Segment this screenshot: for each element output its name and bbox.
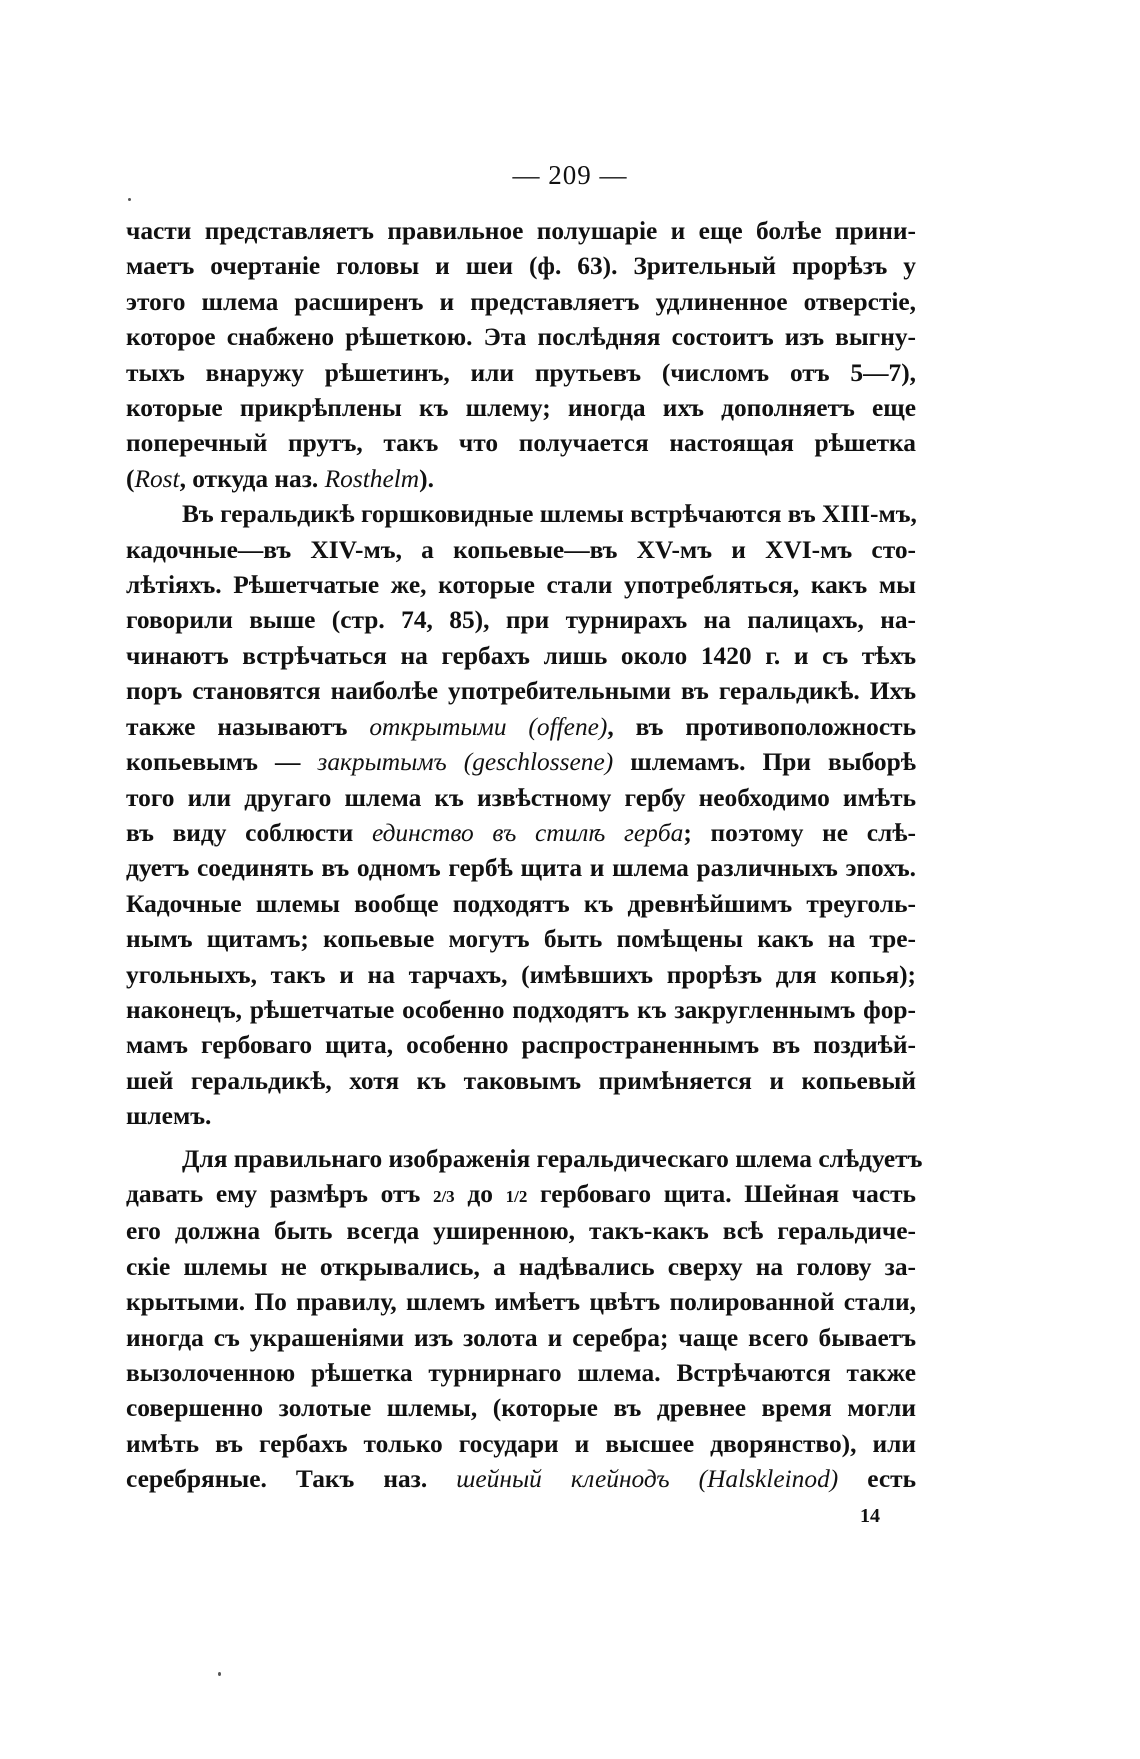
text-line: угольныхъ, такъ и на тарчахъ, (имѣвшихъ прорѣзъ для копья); [126,960,916,989]
text-line: которое снабжено рѣшеткою. Эта послѣдняя состоитъ изъ выгну- [126,323,916,352]
text-line: поръ становятся наиболѣе употребительными въ геральдикѣ. Ихъ [126,677,916,706]
text-line: тыхъ внаружу рѣшетинъ, или прутьевъ (числомъ отъ 5—7), [126,358,916,387]
text-line: части представляетъ правильное полушаріе и еще болѣе прини- [126,217,916,245]
paragraph-first-line: Для правильнаго изображенія геральдическаго шлема слѣдуетъ [182,1144,923,1173]
text-line [126,745,916,780]
text-run: шлемамъ. При выборѣ [613,748,916,777]
text-line: Кадочные шлемы вообще подходятъ къ древнѣйшимъ треуголь- [126,889,916,918]
page-number-header: — 209 — [512,160,628,190]
text-run: , въ противоположность [607,712,917,741]
text-run: копьевымъ — [126,748,318,777]
paragraph-first-line: Въ геральдикѣ горшковидные шлемы встрѣчаются въ XIII-мъ, [182,500,917,529]
text-run: въ виду соблюсти [126,818,372,847]
signature-mark: 14 [860,1505,880,1527]
fraction: 1/2 [505,1186,528,1206]
italic-term: Rost [134,464,180,493]
text-run: серебряные. Такъ наз. [126,1465,457,1494]
text-line: вызолоченною рѣшетка турнирнаго шлема. Встрѣчаются также [126,1359,916,1387]
text-line: мамъ гербоваго щита, особенно распространеннымъ въ поздиѣй- [126,1031,916,1060]
text-line: совершенно золотые шлемы, (которые въ древнее время могли [126,1394,916,1423]
text-line [126,462,916,497]
text-run: ). [419,464,434,493]
text-line: лѣтіяхъ. Рѣшетчатые же, которые стали употребляться, какъ мы [126,571,916,600]
text-line: крытыми. По правилу, шлемъ имѣетъ цвѣтъ полированной стали, [126,1288,916,1317]
text-line: кадочные—въ XIV-мъ, а копьевые—въ XV-мъ и XVI-мъ сто- [126,535,916,564]
text-line: скіе шлемы не открывались, а надѣвались сверху на голову за- [126,1252,916,1281]
text-line: нымъ щитамъ; копьевые могутъ быть помѣщены какъ на тре- [126,925,916,954]
text-line [126,1177,916,1214]
text-line [126,710,916,745]
text-run: есть [838,1465,917,1494]
text-line: имѣть въ гербахъ только государи и высшее дворянство), или [126,1429,916,1458]
body-text [126,214,923,1498]
text-line: которые прикрѣплены къ шлему; иногда ихъ дополняетъ еще [126,394,916,423]
text-line: шлемъ. [126,1102,212,1131]
text-line: шей геральдикѣ, хотя къ таковымъ примѣняется и копьевый [126,1066,916,1095]
text-run: ( [126,464,135,493]
text-line: этого шлема расширенъ и представляетъ удлиненное отверстіе, [126,287,916,316]
paper-speck [218,1672,221,1676]
text-line: его должна быть всегда уширенною, такъ-какъ всѣ геральдиче- [126,1217,916,1246]
text-line [126,1462,916,1497]
italic-term: шейный клейнодъ (Halskleinod) [456,1465,839,1494]
text-line: маетъ очертаніе головы и шеи (ф. 63). Зрительный прорѣзъ у [126,252,916,281]
text-run: гербоваго щита. Шейная часть [527,1179,916,1208]
italic-term: закрытымъ (geschlossene) [317,748,614,777]
fraction: 2/3 [432,1186,455,1206]
text-run: , откуда наз. [179,464,325,493]
text-line: наконецъ, рѣшетчатые особенно подходятъ къ закругленнымъ фор- [126,995,916,1024]
text-line: говорили выше (стр. 74, 85), при турнирахъ на палицахъ, на- [126,606,916,635]
italic-term: открытыми (offene) [369,712,608,741]
text-run: давать ему размѣръ отъ [126,1179,433,1208]
text-run: также называютъ [126,712,370,741]
text-line: дуетъ соединять въ одномъ гербѣ щита и шлема различныхъ эпохъ. [126,854,916,883]
italic-term: Rosthelm [324,464,420,493]
text-run: до [454,1179,506,1208]
text-line: того или другаго шлема къ извѣстному гербу необходимо имѣть [126,783,916,812]
italic-term: единство въ стилѣ герба [371,818,684,847]
paper-speck [128,198,131,201]
text-line [126,816,916,851]
text-line: поперечный прутъ, такъ что получается настоящая рѣшетка [126,429,916,458]
text-run: ; поэтому не слѣ- [683,818,916,847]
text-line: чинаютъ встрѣчаться на гербахъ лишь около 1420 г. и съ тѣхъ [126,641,916,670]
text-line: иногда съ украшеніями изъ золота и серебра; чаще всего бываетъ [126,1323,916,1352]
